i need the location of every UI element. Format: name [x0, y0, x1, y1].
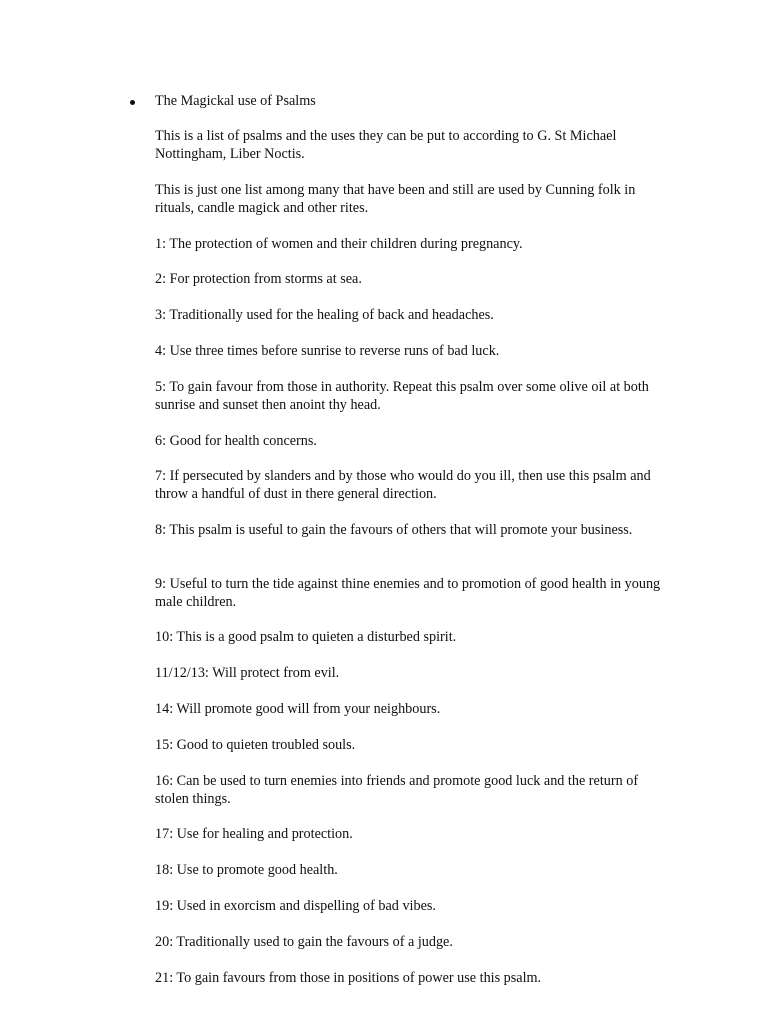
psalm-item: 19: Used in exorcism and dispelling of bad vibes.: [155, 898, 436, 914]
document-heading: The Magickal use of Psalms: [155, 93, 316, 109]
intro-paragraph: This is a list of psalms and the uses they can be put to according to G. St Michael Nottingham, Liber Noctis.: [155, 128, 617, 162]
psalm-item: 7: If persecuted by slanders and by those who would do you ill, then use this psalm and throw a handful of dust in there general direction.: [155, 468, 651, 502]
psalm-item: 14: Will promote good will from your neighbours.: [155, 701, 441, 717]
psalm-item: 18: Use to promote good health.: [155, 862, 338, 878]
psalm-item: 6: Good for health concerns.: [155, 433, 317, 449]
psalm-item: 16: Can be used to turn enemies into friends and promote good luck and the return of stolen things.: [155, 773, 639, 807]
bullet-icon: [130, 100, 135, 105]
psalm-item: 8: This psalm is useful to gain the favours of others that will promote your business.: [155, 522, 633, 538]
psalm-item: 20: Traditionally used to gain the favours of a judge.: [155, 934, 453, 950]
psalm-item: 2: For protection from storms at sea.: [155, 271, 362, 287]
psalm-item: 3: Traditionally used for the healing of back and headaches.: [155, 307, 494, 323]
psalm-item: 11/12/13: Will protect from evil.: [155, 665, 340, 681]
intro-paragraph-2: This is just one list among many that have been and still are used by Cunning folk in rituals, candle magick and other rites.: [155, 182, 636, 216]
psalm-item: 15: Good to quieten troubled souls.: [155, 737, 356, 753]
psalm-item: 5: To gain favour from those in authority. Repeat this psalm over some olive oil at both sunrise and sunset then anoint thy head.: [155, 379, 649, 413]
psalm-item: 17: Use for healing and protection.: [155, 826, 353, 842]
psalm-item: 4: Use three times before sunrise to reverse runs of bad luck.: [155, 343, 500, 359]
psalm-item: 10: This is a good psalm to quieten a disturbed spirit.: [155, 629, 457, 645]
psalm-item: 1: The protection of women and their children during pregnancy.: [155, 236, 523, 252]
psalm-item: 9: Useful to turn the tide against thine enemies and to promotion of good health in young male children.: [155, 576, 661, 610]
psalm-item: 21: To gain favours from those in positions of power use this psalm.: [155, 970, 542, 986]
